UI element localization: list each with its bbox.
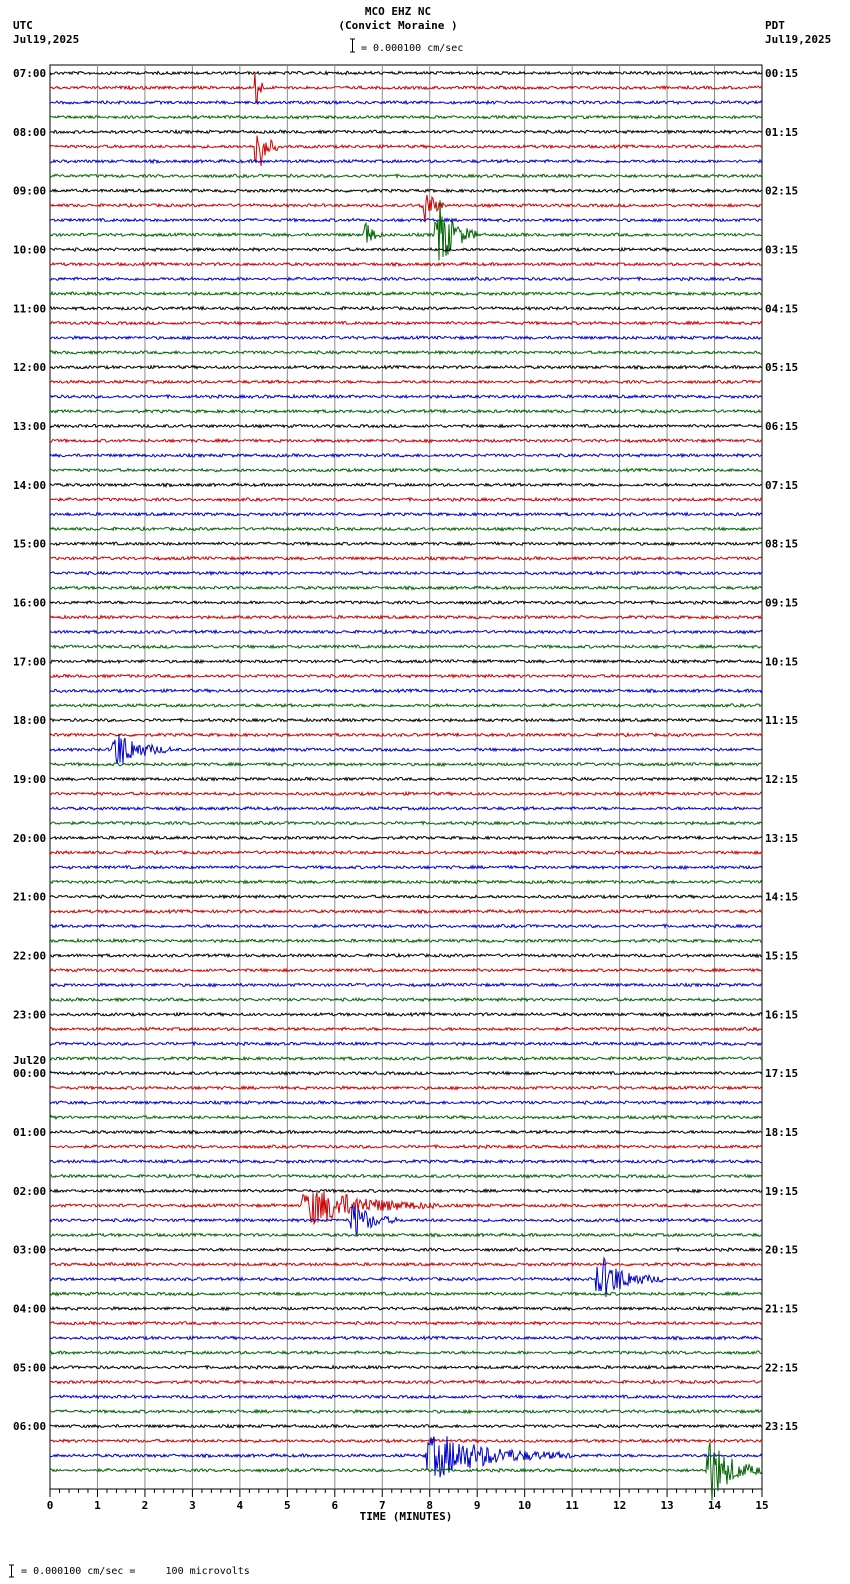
trace-16 [50, 307, 762, 310]
x-tick-label: 10 [518, 1499, 532, 1512]
pdt-hour-label: 11:15 [765, 714, 799, 728]
utc-date: Jul19,2025 [13, 33, 80, 46]
utc-hour-label: 00:00 [13, 1067, 47, 1081]
utc-hour-label: 10:00 [13, 243, 47, 257]
pdt-hour-label: 14:15 [765, 890, 799, 904]
trace-83 [50, 1292, 762, 1295]
pdt-hour-label: 12:15 [765, 773, 799, 786]
x-tick-label: 3 [189, 1499, 196, 1512]
trace-3 [50, 116, 762, 119]
pdt-hour-label: 05:15 [765, 361, 799, 375]
trace-80 [50, 1248, 762, 1251]
trace-53 [50, 851, 762, 854]
trace-72 [50, 1130, 762, 1133]
utc-hour-label: 14:00 [13, 478, 47, 492]
utc-hour-label: 01:00 [13, 1126, 47, 1139]
trace-58 [50, 924, 762, 927]
pdt-hour-label: 00:15 [765, 67, 799, 80]
trace-55 [50, 880, 762, 883]
utc-hour-label: 15:00 [13, 537, 47, 551]
trace-21 [50, 380, 762, 383]
x-tick-label: 11 [565, 1499, 579, 1512]
trace-69 [50, 1086, 762, 1089]
trace-93 [50, 1439, 762, 1442]
pdt-hour-label: 22:15 [765, 1361, 799, 1375]
trace-66 [50, 1042, 762, 1045]
x-tick-label: 14 [707, 1499, 722, 1512]
trace-35 [50, 586, 762, 589]
x-tick-label: 0 [46, 1499, 54, 1512]
trace-45 [50, 733, 762, 736]
utc-hour-label: 08:00 [13, 125, 47, 139]
trace-8 [50, 189, 762, 192]
trace-57 [50, 910, 762, 913]
station-location: (Convict Moraine ) [338, 19, 458, 32]
scale-label: = 0.000100 cm/sec [361, 43, 464, 54]
utc-hour-label: 07:00 [13, 67, 47, 80]
trace-67 [50, 1057, 762, 1060]
pdt-hour-label: 02:15 [765, 184, 799, 198]
x-tick-label: 13 [660, 1499, 674, 1512]
trace-75 [50, 1175, 762, 1178]
trace-24 [50, 424, 762, 427]
pdt-hour-label: 13:15 [765, 831, 799, 845]
pdt-hour-label: 17:15 [765, 1067, 799, 1081]
pdt-hour-label: 19:15 [765, 1184, 799, 1198]
utc-hour-label: 21:00 [13, 890, 47, 904]
trace-19 [50, 351, 762, 354]
footer-scale-icon [8, 1564, 15, 1578]
trace-95 [50, 1443, 762, 1501]
x-tick-label: 12 [612, 1499, 627, 1512]
trace-71 [50, 1116, 762, 1119]
trace-44 [50, 719, 762, 722]
x-tick-label: 2 [141, 1499, 149, 1512]
trace-50 [50, 807, 762, 810]
trace-38 [50, 630, 762, 633]
trace-27 [50, 469, 762, 472]
trace-68 [50, 1072, 762, 1075]
trace-34 [50, 572, 762, 575]
trace-86 [50, 1336, 762, 1339]
trace-7 [50, 174, 762, 177]
trace-6 [50, 160, 762, 163]
pdt-hour-label: 07:15 [765, 478, 799, 492]
trace-18 [50, 336, 762, 339]
utc-hour-label: 17:00 [13, 655, 47, 669]
trace-23 [50, 410, 762, 413]
trace-30 [50, 513, 762, 516]
trace-74 [50, 1160, 762, 1163]
trace-26 [50, 454, 762, 457]
pdt-hour-label: 21:15 [765, 1302, 799, 1316]
plot-frame [50, 65, 762, 1489]
utc-hour-label: 09:00 [13, 184, 47, 198]
trace-76 [50, 1189, 762, 1192]
pdt-hour-label: 15:15 [765, 949, 799, 963]
trace-48 [50, 777, 762, 780]
pdt-hour-label: 16:15 [765, 1008, 799, 1022]
trace-62 [50, 983, 762, 986]
x-tick-label: 9 [473, 1499, 481, 1512]
utc-hour-label: 20:00 [13, 831, 47, 845]
trace-36 [50, 601, 762, 604]
utc-hour-label: 06:00 [13, 1420, 47, 1434]
trace-56 [50, 895, 762, 898]
pdt-hour-label: 06:15 [765, 420, 799, 433]
utc-hour-label: 11:00 [13, 302, 47, 316]
trace-22 [50, 395, 762, 398]
trace-64 [50, 1013, 762, 1016]
trace-31 [50, 527, 762, 530]
trace-0 [50, 71, 762, 74]
trace-92 [50, 1425, 762, 1428]
trace-25 [50, 439, 762, 442]
x-axis-label: TIME (MINUTES) [359, 1510, 453, 1523]
trace-29 [50, 498, 762, 501]
trace-2 [50, 101, 762, 104]
pdt-hour-label: 18:15 [765, 1126, 799, 1139]
trace-60 [50, 954, 762, 957]
trace-43 [50, 704, 762, 707]
trace-39 [50, 645, 762, 648]
utc-hour-label: 22:00 [13, 949, 47, 963]
footer-scale [8, 1564, 250, 1578]
utc-hour-label: 19:00 [13, 773, 47, 786]
utc-hour-label: 23:00 [13, 1008, 47, 1022]
trace-13 [50, 263, 762, 266]
trace-77 [50, 1191, 762, 1224]
pdt-hour-label: 03:15 [765, 243, 799, 257]
trace-37 [50, 616, 762, 619]
trace-61 [50, 969, 762, 972]
x-tick-label: 6 [331, 1499, 339, 1512]
trace-12 [50, 248, 762, 251]
utc-hour-label: 05:00 [13, 1361, 47, 1375]
trace-17 [50, 322, 762, 325]
trace-20 [50, 366, 762, 369]
trace-90 [50, 1395, 762, 1398]
trace-15 [50, 292, 762, 295]
trace-63 [50, 998, 762, 1001]
trace-11 [50, 200, 762, 260]
trace-40 [50, 660, 762, 663]
x-tick-label: 1 [94, 1499, 101, 1512]
utc-hour-label: 16:00 [13, 596, 47, 610]
pdt-hour-label: 20:15 [765, 1243, 799, 1257]
trace-47 [50, 763, 762, 766]
utc-hour-label: 04:00 [13, 1302, 47, 1316]
pdt-hour-label: 09:15 [765, 596, 799, 610]
date-change-label: Jul20 [13, 1054, 47, 1068]
x-tick-label: 5 [284, 1499, 291, 1512]
pdt-label: PDT [765, 19, 785, 32]
station-title: MCO EHZ NC [364, 5, 432, 18]
trace-54 [50, 866, 762, 869]
trace-73 [50, 1145, 762, 1148]
x-tick-label: 7 [378, 1499, 386, 1512]
pdt-hour-label: 10:15 [765, 655, 799, 669]
x-tick-label: 15 [755, 1499, 769, 1512]
trace-84 [50, 1307, 762, 1310]
trace-78 [50, 1205, 762, 1236]
trace-51 [50, 821, 762, 824]
trace-52 [50, 836, 762, 839]
trace-32 [50, 542, 762, 545]
pdt-hour-label: 01:15 [765, 125, 799, 139]
trace-46 [50, 734, 762, 764]
trace-4 [50, 130, 762, 133]
trace-70 [50, 1101, 762, 1104]
trace-79 [50, 1233, 762, 1236]
utc-hour-label: 18:00 [13, 714, 47, 728]
trace-87 [50, 1351, 762, 1354]
trace-28 [50, 483, 762, 486]
utc-hour-label: 02:00 [13, 1184, 47, 1198]
utc-hour-label: 03:00 [13, 1243, 47, 1257]
trace-91 [50, 1410, 762, 1413]
trace-42 [50, 689, 762, 692]
trace-88 [50, 1366, 762, 1369]
footer-scale-text: = 0.000100 cm/sec = 100 microvolts [21, 1566, 250, 1577]
trace-9 [50, 195, 762, 222]
utc-label: UTC [13, 19, 33, 32]
trace-81 [50, 1263, 762, 1266]
utc-hour-label: 12:00 [13, 361, 47, 375]
trace-10 [50, 219, 762, 222]
pdt-hour-label: 04:15 [765, 302, 799, 316]
x-tick-label: 4 [236, 1499, 244, 1512]
pdt-hour-label: 23:15 [765, 1420, 799, 1434]
trace-89 [50, 1380, 762, 1383]
pdt-date: Jul19,2025 [765, 33, 832, 46]
trace-41 [50, 675, 762, 678]
pdt-hour-label: 08:15 [765, 537, 799, 551]
trace-85 [50, 1322, 762, 1325]
trace-33 [50, 557, 762, 560]
trace-14 [50, 277, 762, 280]
utc-hour-label: 13:00 [13, 420, 47, 433]
x-tick-label: 8 [426, 1499, 434, 1512]
trace-1 [50, 73, 762, 104]
trace-65 [50, 1027, 762, 1030]
trace-49 [50, 792, 762, 795]
trace-59 [50, 939, 762, 942]
